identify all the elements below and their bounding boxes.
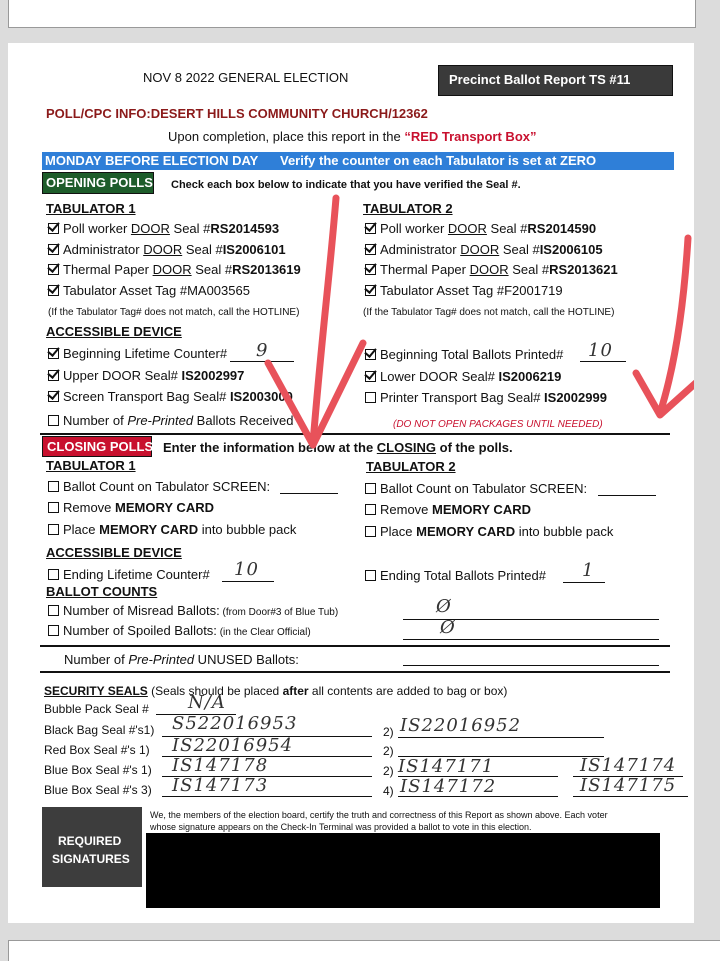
screen-transport-seal[interactable]: Screen Transport Bag Seal# IS2003000 [48,389,293,405]
lifetime-counter-handwriting: 9 [256,340,269,361]
report-title: Precinct Ballot Report TS #11 [449,72,631,87]
unused-ballots: Number of Pre-Printed UNUSED Ballots: [64,652,299,667]
tab1-admin-seal[interactable]: Administrator DOOR Seal #IS2006101 [48,242,286,258]
blue-extra-2-handwriting: IS147175 [580,775,677,796]
annotation-arrows [8,43,694,923]
opening-tab2-heading: TABULATOR 2 [363,201,453,216]
beginning-lifetime-counter[interactable]: Beginning Lifetime Counter# [48,346,227,362]
tab1-remove-card[interactable]: Remove MEMORY CARD [48,500,214,516]
tab2-remove-card[interactable]: Remove MEMORY CARD [365,502,531,518]
tab1-asset-tag[interactable]: Tabulator Asset Tag #MA003565 [48,283,250,299]
tab2-admin-seal[interactable]: Administrator DOOR Seal #IS2006105 [365,242,603,258]
blue-4-label: 4) [383,784,394,798]
preprinted-ballots-received[interactable]: Number of Pre-Printed Ballots Received [48,413,294,429]
ballot-report-page [8,43,694,923]
blue-box-1-label: Blue Box Seal #'s 1) [44,763,152,777]
red-box-label: Red Box Seal #'s 1) [44,743,150,757]
closing-tab2-heading: TABULATOR 2 [366,459,456,474]
opening-polls-label: OPENING POLLS [42,172,154,194]
misread-handwriting: Ø [436,596,452,617]
security-seals-header: SECURITY SEALS (Seals should be placed after all contents are added to bag or box) [44,684,508,698]
ballot-counts-heading: BALLOT COUNTS [46,584,158,599]
misread-ballots[interactable]: Number of Misread Ballots: (from Door#3 of Blue Tub) [48,603,338,621]
certification-line-1: We, the members of the election board, certify the truth and correctness of this Report as shown above. Each voter [150,810,608,820]
blue-4-handwriting: IS147172 [400,776,497,797]
verify-banner: Verify the counter on each Tabulator is set at ZERO [276,152,674,170]
do-not-open-note: (DO NOT OPEN PACKAGES UNTIL NEEDED) [393,419,603,430]
opening-instruction: Check each box below to indicate that you have verified the Seal #. [171,179,521,191]
red-2-label: 2) [383,744,394,758]
bubble-pack-label: Bubble Pack Seal # [44,702,149,716]
arrow-shaft-right [660,238,688,413]
blue-1-handwriting: IS147178 [172,755,269,776]
blue-2-label: 2) [383,764,394,778]
ending-lifetime-handwriting: 10 [234,559,259,580]
tab1-hotline-note: (If the Tabulator Tag# does not match, call the HOTLINE) [48,307,300,318]
ending-total-printed[interactable]: Ending Total Ballots Printed# [365,568,546,584]
closing-polls-label: CLOSING POLLS [42,436,152,457]
blue-3-handwriting: IS147173 [172,775,269,796]
black-2-handwriting: IS22016952 [400,715,522,736]
closing-tab1-heading: TABULATOR 1 [46,458,136,473]
tab1-pollworker-seal[interactable]: Poll worker DOOR Seal #RS2014593 [48,221,279,237]
completion-instruction: Upon completion, place this report in the “RED Transport Box” [168,129,537,144]
beginning-total-printed[interactable]: Beginning Total Ballots Printed# [365,347,563,363]
ending-total-handwriting: 1 [582,560,595,581]
spoiled-handwriting: Ø [440,617,456,638]
bubble-handwriting: N/A [188,692,226,713]
election-title: NOV 8 2022 GENERAL ELECTION [143,70,349,85]
blue-box-3-label: Blue Box Seal #'s 3) [44,783,152,797]
upper-door-seal[interactable]: Upper DOOR Seal# IS2002997 [48,368,244,384]
next-page-edge [8,940,720,961]
blue-extra-1-handwriting: IS147174 [580,755,677,776]
closing-instruction: Enter the information below at the CLOSING of the polls. [163,440,513,455]
black-1-handwriting: S522016953 [172,713,298,734]
poll-info: POLL/CPC INFO:DESERT HILLS COMMUNITY CHURCH/12362 [46,106,428,121]
blue-2-handwriting: IS147171 [398,756,495,777]
black-bag-label: Black Bag Seal #'s1) [44,723,155,737]
red-1-handwriting: IS22016954 [172,735,294,756]
required-signatures-box: REQUIRED SIGNATURES [42,807,142,887]
tab2-hotline-note: (If the Tabulator Tag# does not match, call the HOTLINE) [363,307,615,318]
previous-page-edge [8,0,696,28]
total-printed-handwriting: 10 [588,340,613,361]
printer-transport-seal[interactable]: Printer Transport Bag Seal# IS2002999 [365,390,607,406]
tab2-asset-tag[interactable]: Tabulator Asset Tag #F2001719 [365,283,563,299]
certification-line-2: whose signature appears on the Check-In Terminal was provided a ballot to vote in this election. [150,822,532,832]
ending-lifetime-counter[interactable]: Ending Lifetime Counter# [48,567,210,583]
tab1-thermal-seal[interactable]: Thermal Paper DOOR Seal #RS2013619 [48,262,301,278]
tab1-place-card[interactable]: Place MEMORY CARD into bubble pack [48,522,296,538]
closing-accessible-heading: ACCESSIBLE DEVICE [46,545,182,560]
tab2-pollworker-seal[interactable]: Poll worker DOOR Seal #RS2014590 [365,221,596,237]
tab2-place-card[interactable]: Place MEMORY CARD into bubble pack [365,524,613,540]
lower-door-seal[interactable]: Lower DOOR Seal# IS2006219 [365,369,561,385]
tab1-ballot-count[interactable]: Ballot Count on Tabulator SCREEN: [48,479,270,495]
opening-accessible-heading: ACCESSIBLE DEVICE [46,324,182,339]
black-2-label: 2) [383,725,394,739]
opening-tab1-heading: TABULATOR 1 [46,201,136,216]
spoiled-ballots[interactable]: Number of Spoiled Ballots: (in the Clear Official) [48,623,311,641]
monday-banner: MONDAY BEFORE ELECTION DAY [42,152,278,170]
tab2-thermal-seal[interactable]: Thermal Paper DOOR Seal #RS2013621 [365,262,618,278]
tab2-ballot-count[interactable]: Ballot Count on Tabulator SCREEN: [365,481,587,497]
